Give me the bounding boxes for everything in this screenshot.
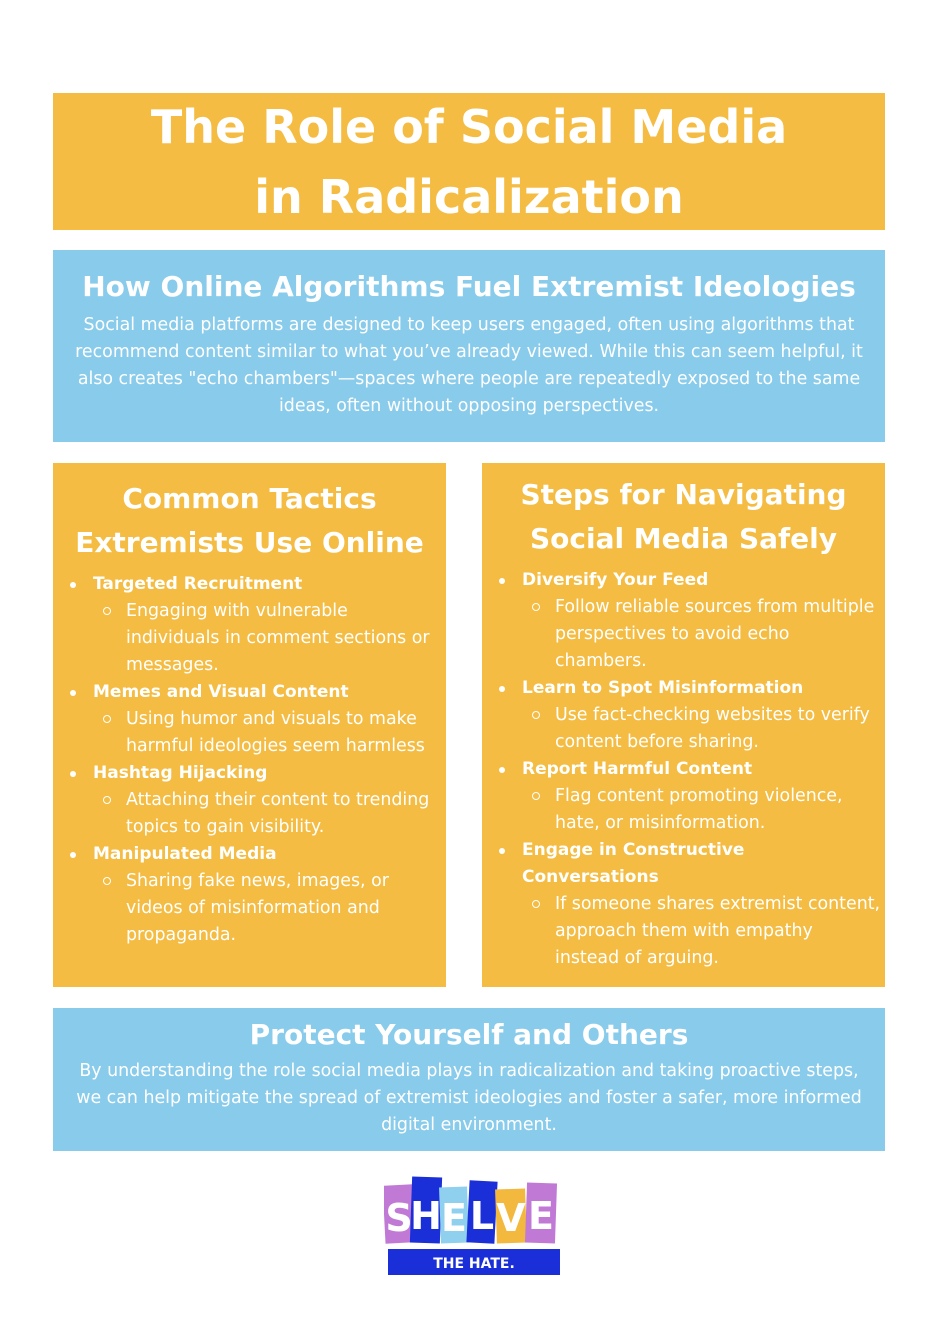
title-banner [53,93,885,230]
logo-tagline: THE HATE. [433,1256,515,1272]
item-title: Manipulated Media [93,844,277,864]
logo-letter: S [385,1196,413,1240]
list-item [482,675,885,756]
tactics-heading: Common Tactics Extremists Use Online [75,482,424,559]
item-detail: Attaching their content to trending topics to gain visibility. [93,787,446,841]
logo-letter: H [410,1194,442,1238]
list-item [53,760,446,841]
tactics-list [53,571,446,949]
item-detail: Sharing fake news, images, or videos of misinformation and propaganda. [93,868,446,949]
item-detail: Engaging with vulnerable individuals in comment sections or messages. [93,598,446,679]
protect-section [53,1008,885,1151]
item-title: Report Harmful Content [522,759,753,779]
page-title: The Role of Social Media in Radicalization [150,99,788,224]
item-title: Hashtag Hijacking [93,763,268,783]
protect-heading: Protect Yourself and Others [249,1018,689,1051]
logo-letter: V [496,1196,526,1240]
tactics-section [53,463,446,987]
algorithms-section [53,250,885,442]
list-item [53,571,446,679]
logo-letter: E [528,1194,554,1238]
steps-section [482,463,885,987]
list-item [482,837,885,972]
logo-letter: E [441,1196,467,1240]
logo-letter: L [469,1194,495,1238]
item-title: Diversify Your Feed [522,570,709,590]
item-detail: Flag content promoting violence, hate, or misinformation. [522,783,881,837]
item-detail: If someone shares extremist content, approach them with empathy instead of arguing. [522,891,881,972]
algorithms-heading: How Online Algorithms Fuel Extremist Ideologies [82,270,856,303]
item-title: Learn to Spot Misinformation [522,678,804,698]
list-item [53,679,446,760]
steps-list [482,567,885,972]
algorithms-body: Social media platforms are designed to keep users engaged, often using algorithms that recommend content similar to what you’ve already viewed. While this can seem helpful, it also creates "echo chambers"—spaces where people are repeatedly exposed to the same ideas, often without opposing perspectives. [75,315,863,416]
list-item [482,756,885,837]
shelve-the-hate-logo [384,1175,560,1278]
item-detail: Follow reliable sources from multiple perspectives to avoid echo chambers. [522,594,881,675]
list-item [53,841,446,949]
item-detail: Using humor and visuals to make harmful ideologies seem harmless [93,706,446,760]
steps-heading: Steps for Navigating Social Media Safely [520,478,847,555]
item-title: Memes and Visual Content [93,682,349,702]
protect-body: By understanding the role social media plays in radicalization and taking proactive steps, we can help mitigate the spread of extremist ideologies and foster a safer, more informed digital environment. [76,1061,862,1135]
item-title: Engage in Constructive Conversations [522,840,745,887]
item-title: Targeted Recruitment [93,574,303,594]
list-item [482,567,885,675]
item-detail: Use fact-checking websites to verify content before sharing. [522,702,881,756]
